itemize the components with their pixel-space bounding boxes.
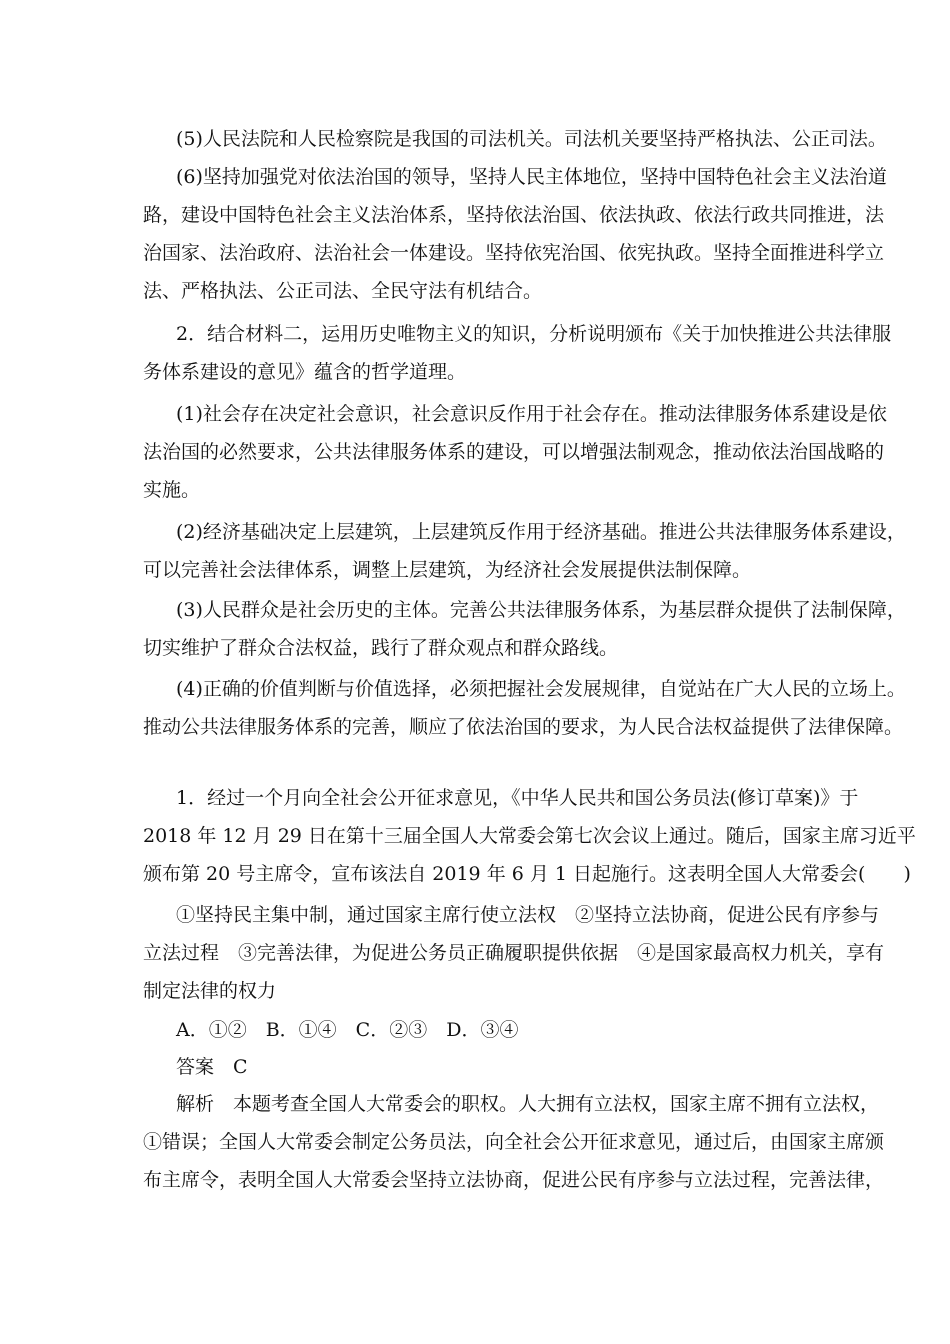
- paragraph-6-line-4: 法、严格执法、公正司法、全民守法有机结合。: [143, 280, 543, 302]
- question-1-options-line-2: 立法过程 ③完善法律，为促进公务员正确履职提供依据 ④是国家最高权力机关，享有: [143, 942, 885, 964]
- paragraph-6-line-3: 治国家、法治政府、法治社会一体建设。坚持依宪治国、依宪执政。坚持全面推进科学立: [143, 242, 885, 264]
- q2-point-2-line-2: 可以完善社会法律体系，调整上层建筑，为经济社会发展提供法制保障。: [143, 559, 752, 581]
- question-2-title-line-2: 务体系建设的意见》蕴含的哲学道理。: [143, 361, 467, 383]
- q2-point-4-line-1: (4)正确的价值判断与价值选择，必须把握社会发展规律，自觉站在广大人民的立场上。: [176, 678, 906, 700]
- q2-point-3-line-2: 切实维护了群众合法权益，践行了群众观点和群众路线。: [143, 637, 619, 659]
- q2-point-4-line-2: 推动公共法律服务体系的完善，顺应了依法治国的要求，为人民合法权益提供了法律保障。: [143, 716, 904, 738]
- question-1-stem-line-1: 1．经过一个月向全社会公开征求意见，《中华人民共和国公务员法(修订草案)》于: [176, 787, 859, 809]
- question-1-stem-line-3: 颁布第 20 号主席令，宣布该法自 2019 年 6 月 1 日起施行。这表明全国人大常委会( ): [143, 863, 911, 885]
- question-1-analysis-line-2: ①错误；全国人大常委会制定公务员法，向全社会公开征求意见，通过后，由国家主席颁: [143, 1131, 885, 1153]
- question-1-options-line-3: 制定法律的权力: [143, 980, 277, 1002]
- paragraph-6-line-1: (6)坚持加强党对依法治国的领导，坚持人民主体地位，坚持中国特色社会主义法治道: [176, 166, 887, 188]
- q2-point-2-line-1: (2)经济基础决定上层建筑，上层建筑反作用于经济基础。推进公共法律服务体系建设，: [176, 521, 906, 543]
- q2-point-1-line-1: (1)社会存在决定社会意识，社会意识反作用于社会存在。推动法律服务体系建设是依: [176, 403, 887, 425]
- question-1-answer: 答案 C: [176, 1056, 248, 1078]
- paragraph-5: (5)人民法院和人民检察院是我国的司法机关。司法机关要坚持严格执法、公正司法。: [176, 128, 887, 150]
- q2-point-3-line-1: (3)人民群众是社会历史的主体。完善公共法律服务体系，为基层群众提供了法制保障，: [176, 599, 906, 621]
- question-1-options-line-1: ①坚持民主集中制，通过国家主席行使立法权 ②坚持立法协商，促进公民有序参与: [176, 904, 880, 926]
- q2-point-1-line-3: 实施。: [143, 479, 201, 501]
- question-1-stem-line-2: 2018 年 12 月 29 日在第十三届全国人大常委会第七次会议上通过。随后，国家主席习近平: [143, 825, 916, 847]
- question-1-analysis-line-1: 解析 本题考查全国人大常委会的职权。人大拥有立法权，国家主席不拥有立法权，: [176, 1093, 880, 1115]
- q2-point-1-line-2: 法治国的必然要求，公共法律服务体系的建设，可以增强法制观念，推动依法治国战略的: [143, 441, 885, 463]
- paragraph-6-line-2: 路，建设中国特色社会主义法治体系，坚持依法治国、依法执政、依法行政共同推进，法: [143, 204, 885, 226]
- question-1-analysis-line-3: 布主席令，表明全国人大常委会坚持立法协商，促进公民有序参与立法过程，完善法律，: [143, 1169, 885, 1191]
- question-1-choices: A．①② B．①④ C．②③ D．③④: [176, 1019, 519, 1041]
- question-2-title-line-1: 2．结合材料二，运用历史唯物主义的知识，分析说明颁布《关于加快推进公共法律服: [176, 323, 892, 345]
